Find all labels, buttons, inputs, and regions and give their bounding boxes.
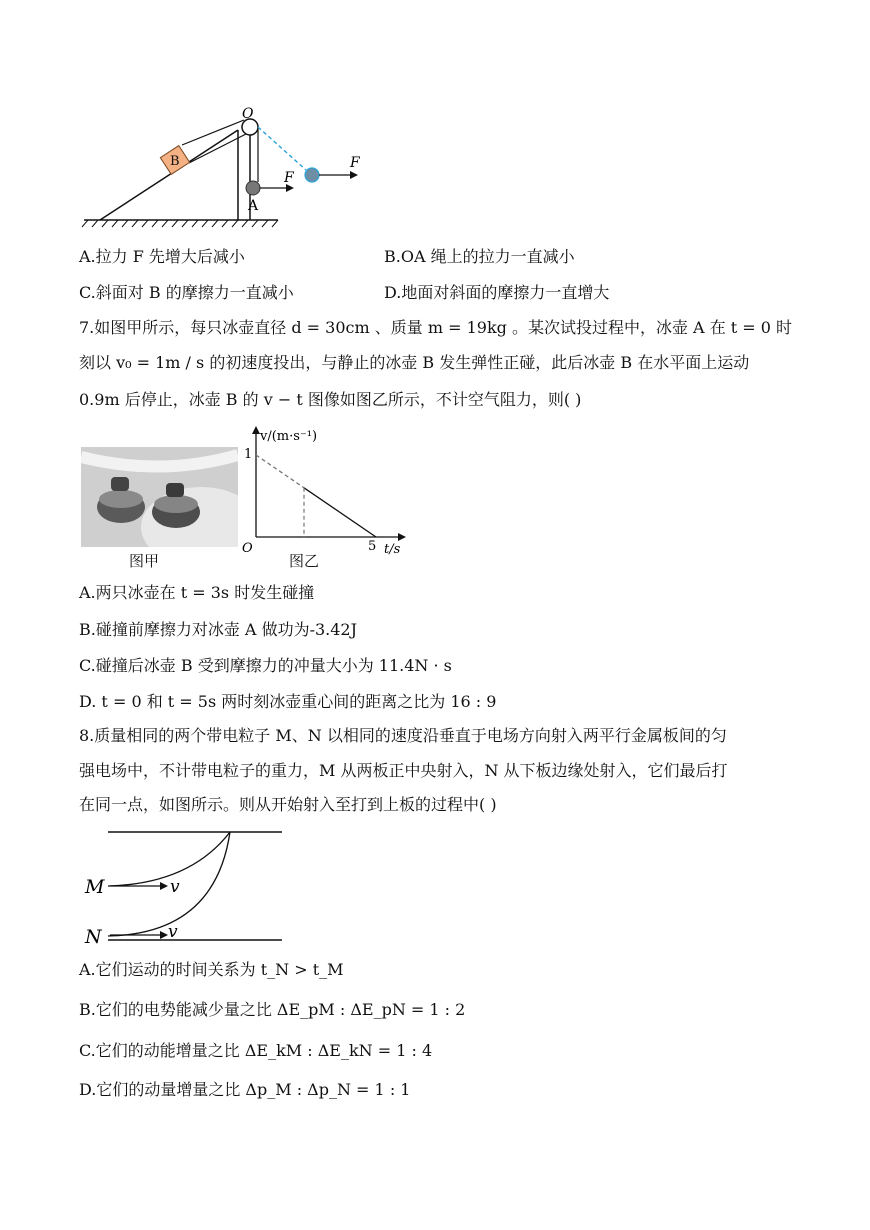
q7-option-b: B.碰撞前摩擦力对冰壶 A 做功为-3.42J	[79, 620, 358, 639]
q8-stem-line-3: 在同一点，如图所示。则从开始射入至打到上板的过程中( )	[79, 795, 497, 814]
vt-graph	[238, 422, 408, 562]
q6-option-a: A.拉力 F 先增大后减小	[79, 247, 245, 266]
q8-stem-line-1: 8.质量相同的两个带电粒子 M、N 以相同的速度沿垂直于电场方向射入两平行金属板间的匀	[79, 726, 727, 745]
q7-option-a: A.两只冰壶在 t = 3s 时发生碰撞	[79, 583, 315, 602]
photo-caption: 图甲	[129, 552, 160, 570]
q7-option-c: C.碰撞后冰壶 B 受到摩擦力的冲量大小为 11.4N · s	[79, 656, 452, 675]
particle-m-label: M	[85, 876, 105, 898]
vt-x-tick-5: 5	[368, 539, 377, 554]
velocity-v-label-n: v	[168, 922, 178, 942]
q6-option-b: B.OA 绳上的拉力一直减小	[384, 247, 575, 266]
vt-series-line-1	[256, 455, 304, 488]
q8-option-a: A.它们运动的时间关系为 t_N > t_M	[79, 960, 344, 979]
vt-x-axis-label: t/s	[384, 542, 401, 557]
block-b-label: B	[170, 154, 180, 169]
q8-option-c: C.它们的动能增量之比 ΔE_kM : ΔE_kN = 1 : 4	[79, 1041, 433, 1060]
ball-a-label: A	[248, 198, 259, 214]
q6-option-d: D.地面对斜面的摩擦力一直增大	[384, 283, 610, 302]
q8-option-b: B.它们的电势能减少量之比 ΔE_pM : ΔE_pN = 1 : 2	[79, 1000, 466, 1019]
graph-caption: 图乙	[289, 552, 320, 570]
vt-y-axis-label: v/(m·s⁻¹)	[260, 429, 318, 444]
q7-option-d: D. t = 0 和 t = 5s 两时刻冰壶重心间的距离之比为 16 : 9	[79, 692, 497, 711]
plates-figure	[80, 822, 290, 950]
vt-series-line-2	[304, 488, 376, 537]
q7-stem-line-2: 刻以 v₀ = 1m / s 的初速度投出，与静止的冰壶 B 发生弹性正碰，此后冰壶 B 在水平面上运动	[79, 353, 750, 372]
velocity-v-label-m: v	[170, 877, 180, 897]
q8-stem-line-2: 强电场中，不计带电粒子的重力，M 从两板正中央射入，N 从下板边缘处射入，它们最后打	[79, 761, 728, 780]
q7-stem-line-1: 7.如图甲所示，每只冰壶直径 d = 30cm 、质量 m = 19kg 。某次试投过程中，冰壶 A 在 t = 0 时	[79, 318, 793, 337]
particle-n-label: N	[85, 926, 102, 948]
pulley-o-label: O	[242, 106, 254, 122]
force-f-label-2: F	[350, 155, 360, 171]
q6-option-c: C.斜面对 B 的摩擦力一直减小	[79, 283, 294, 302]
curling-photo	[81, 447, 238, 547]
vt-origin-label: O	[242, 541, 253, 556]
vt-y-tick-1: 1	[244, 447, 253, 462]
q7-stem-line-3: 0.9m 后停止，冰壶 B 的 v − t 图像如图乙所示，不计空气阻力，则( )	[79, 390, 582, 409]
incline-figure	[78, 100, 378, 230]
q8-option-d: D.它们的动量增量之比 Δp_M : Δp_N = 1 : 1	[79, 1080, 411, 1099]
force-f-label-1: F	[284, 170, 294, 186]
